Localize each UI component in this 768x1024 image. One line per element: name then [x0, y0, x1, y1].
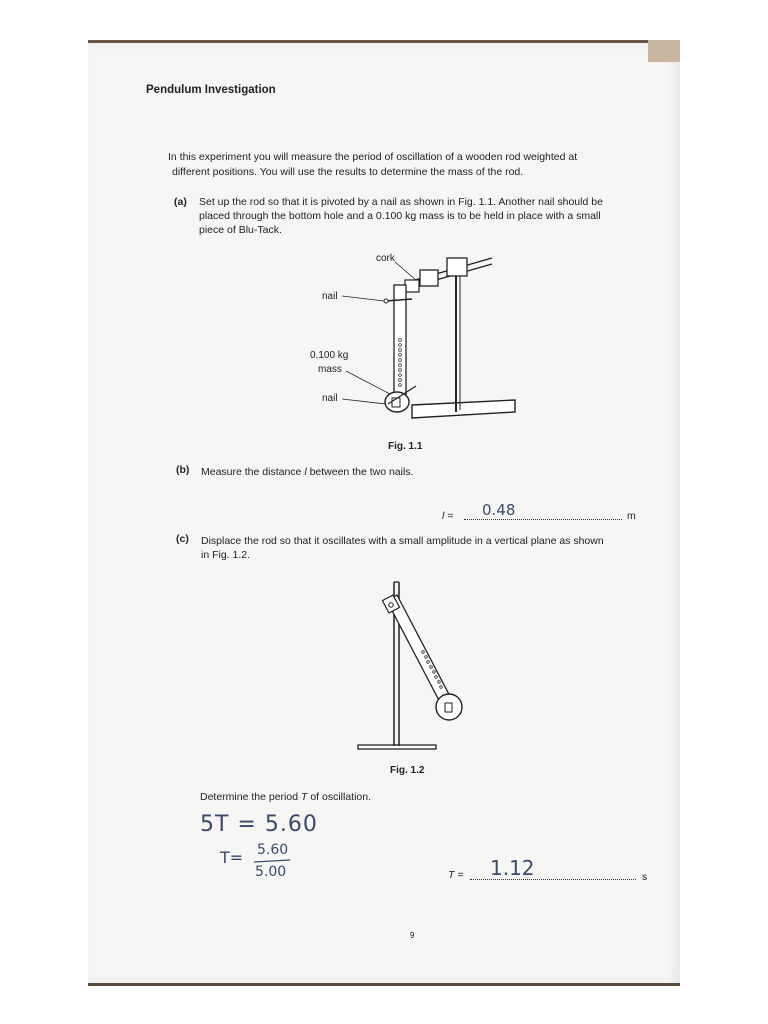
- fig1-label-cork: cork: [376, 253, 395, 264]
- working-numerator: 5.60: [257, 842, 289, 858]
- part-b-question: Measure the distance l between the two nails.: [201, 466, 414, 478]
- working-line-2-lhs: T=: [220, 848, 244, 867]
- part-b-unit: m: [627, 510, 636, 522]
- part-c-label: (c): [176, 533, 189, 545]
- working-denominator: 5.00: [255, 864, 287, 880]
- page-number: 9: [410, 931, 415, 940]
- part-c-answer-label: T =: [448, 869, 464, 881]
- fig1-label-mass-line-1: 0.100 kg: [310, 350, 349, 361]
- part-c-answer-value: 1.12: [490, 856, 535, 880]
- fig2-caption: Fig. 1.2: [390, 765, 425, 776]
- working-line-1: 5T = 5.60: [200, 812, 318, 837]
- fig1-label-mass-line-2: mass: [318, 364, 342, 375]
- fig1-label-nail-top: nail: [322, 291, 338, 302]
- fig1-label-nail-bottom: nail: [322, 393, 338, 404]
- part-a-text-line-3: piece of Blu-Tack.: [199, 224, 282, 236]
- part-a-label: (a): [174, 196, 187, 208]
- part-b-label: (b): [176, 464, 190, 476]
- part-c-question: Determine the period T of oscillation.: [200, 791, 372, 803]
- part-a-text-line-2: placed through the bottom hole and a 0.100 kg mass is to be held in place with a small: [199, 210, 601, 222]
- part-c-text-line-1: Displace the rod so that it oscillates with a small amplitude in a vertical plane as shown: [201, 535, 604, 547]
- fig1-caption: Fig. 1.1: [388, 441, 423, 452]
- part-a-text-line-1: Set up the rod so that it is pivoted by a nail as shown in Fig. 1.1. Another nail should be: [199, 196, 603, 208]
- part-c-text-line-2: in Fig. 1.2.: [201, 549, 251, 561]
- part-c-unit: s: [642, 871, 648, 883]
- page-title: Pendulum Investigation: [146, 84, 276, 96]
- part-b-answer-label: l =: [442, 510, 454, 522]
- intro-text-line-1: In this experiment you will measure the period of oscillation of a wooden rod weighted at: [168, 151, 578, 163]
- part-b-answer-value: 0.48: [482, 501, 516, 519]
- intro-text-line-2: different positions. You will use the results to determine the mass of the rod.: [172, 166, 524, 178]
